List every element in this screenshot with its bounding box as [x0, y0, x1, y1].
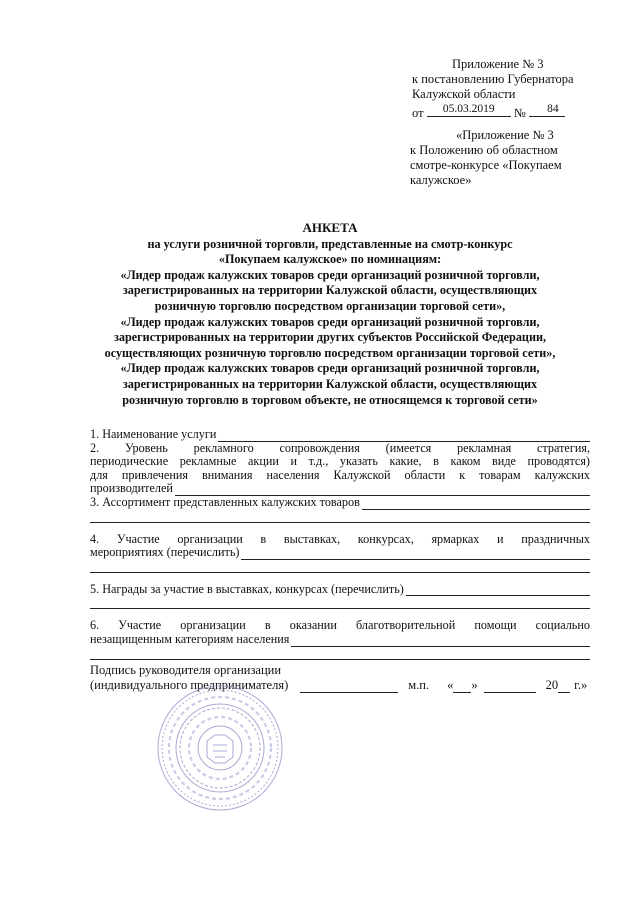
title-line: «Лидер продаж калужских товаров среди организаций розничной торговли,	[120, 361, 540, 376]
title-line: розничную торговлю в торговом объекте, не относящемся к торговой сети»	[122, 392, 538, 407]
appendix-main-line3: Калужской области	[412, 87, 516, 101]
title-line: на услуги розничной торговли, представленные на смотр-конкурс	[147, 236, 513, 251]
title-line: розничную торговлю посредством организации торговой сети»,	[154, 298, 506, 313]
awards-field[interactable]	[406, 584, 590, 596]
year-field[interactable]	[558, 680, 570, 693]
charity-field[interactable]	[291, 635, 590, 647]
month-field[interactable]	[484, 680, 536, 693]
date-field	[427, 102, 511, 117]
appendix-sub	[410, 128, 610, 188]
signature-field[interactable]	[300, 680, 398, 693]
appendix-sub-line1: «Приложение № 3	[456, 128, 554, 142]
title-line: «Покупаем калужское» по номинациям:	[218, 252, 442, 267]
title-line: осуществляющих розничную торговлю посредством организации торговой сети»,	[104, 345, 556, 360]
title-line: «Лидер продаж калужских товаров среди организаций розничной торговли,	[120, 314, 540, 329]
item-exhibitions-line2: мероприятиях (перечислить)	[90, 546, 590, 560]
item-advertising-line3: для привлечения внимания населения Калужской области к товарам калужских	[90, 467, 590, 482]
signature-line1: Подпись руководителя организации	[90, 663, 282, 677]
questionnaire-form	[90, 428, 590, 660]
item-service-name: 1. Наименование услуги	[90, 428, 590, 442]
assortment-extra-line[interactable]	[90, 510, 590, 523]
assortment-field[interactable]	[362, 498, 590, 510]
title-line: зарегистрированных на территории других субъектов Российской Федерации,	[113, 330, 547, 345]
official-seal-image	[155, 683, 285, 813]
item-advertising-line4: производителей	[90, 482, 590, 496]
number-prefix: №	[513, 106, 526, 120]
number-value: 84	[547, 103, 559, 115]
appendix-sub-line2: к Положению об областном	[410, 143, 558, 157]
stamp-place-label: м.п.	[408, 678, 430, 692]
appendix-main-date-row	[412, 102, 612, 121]
title-line: «Лидер продаж калужских товаров среди организаций розничной торговли,	[120, 267, 540, 282]
title-line: зарегистрированных на территории Калужской области, осуществляющих	[122, 283, 538, 298]
day-field[interactable]	[453, 680, 471, 693]
appendix-main	[412, 57, 612, 121]
item-charity-line2: незащищенным категориям населения	[90, 633, 590, 647]
signature-line2: (индивидуального предпринимателя)	[90, 678, 289, 692]
appendix-main-line2: к постановлению Губернатора	[412, 72, 574, 86]
item-assortment: 3. Ассортимент представленных калужских товаров	[90, 496, 590, 510]
item-awards: 5. Награды за участие в выставках, конкурсах (перечислить)	[90, 583, 590, 597]
number-field	[529, 102, 565, 117]
signature-row: (индивидуального предпринимателя) м.п. « » 20 г.»	[90, 678, 588, 692]
charity-extra-line[interactable]	[90, 647, 590, 660]
title-line: зарегистрированных на территории Калужской области, осуществляющих	[122, 376, 538, 391]
item-advertising-line2: периодические рекламные акции и т.д., указать какие, в каком виде проводятся)	[90, 454, 590, 469]
item-charity-line1: 6. Участие организации в оказании благотворительной помощи социально	[90, 618, 590, 633]
date-prefix: от	[412, 106, 424, 120]
appendix-sub-line4: калужское»	[410, 173, 472, 187]
appendix-main-line1: Приложение № 3	[452, 57, 544, 71]
item-advertising-line1: 2. Уровень рекламного сопровождения (имеется рекламная стратегия,	[90, 440, 590, 455]
awards-extra-line[interactable]	[90, 596, 590, 609]
date-value: 05.03.2019	[442, 103, 495, 115]
form-heading: АНКЕТА	[302, 220, 358, 235]
item-exhibitions-line1: 4. Участие организации в выставках, конкурсах, ярмарках и праздничных	[90, 531, 590, 546]
appendix-sub-line3: смотре-конкурсе «Покупаем	[410, 158, 562, 172]
exhibitions-extra-line[interactable]	[90, 560, 590, 573]
service-name-field[interactable]	[218, 430, 590, 442]
form-title	[60, 220, 600, 408]
exhibitions-field[interactable]	[241, 548, 590, 560]
